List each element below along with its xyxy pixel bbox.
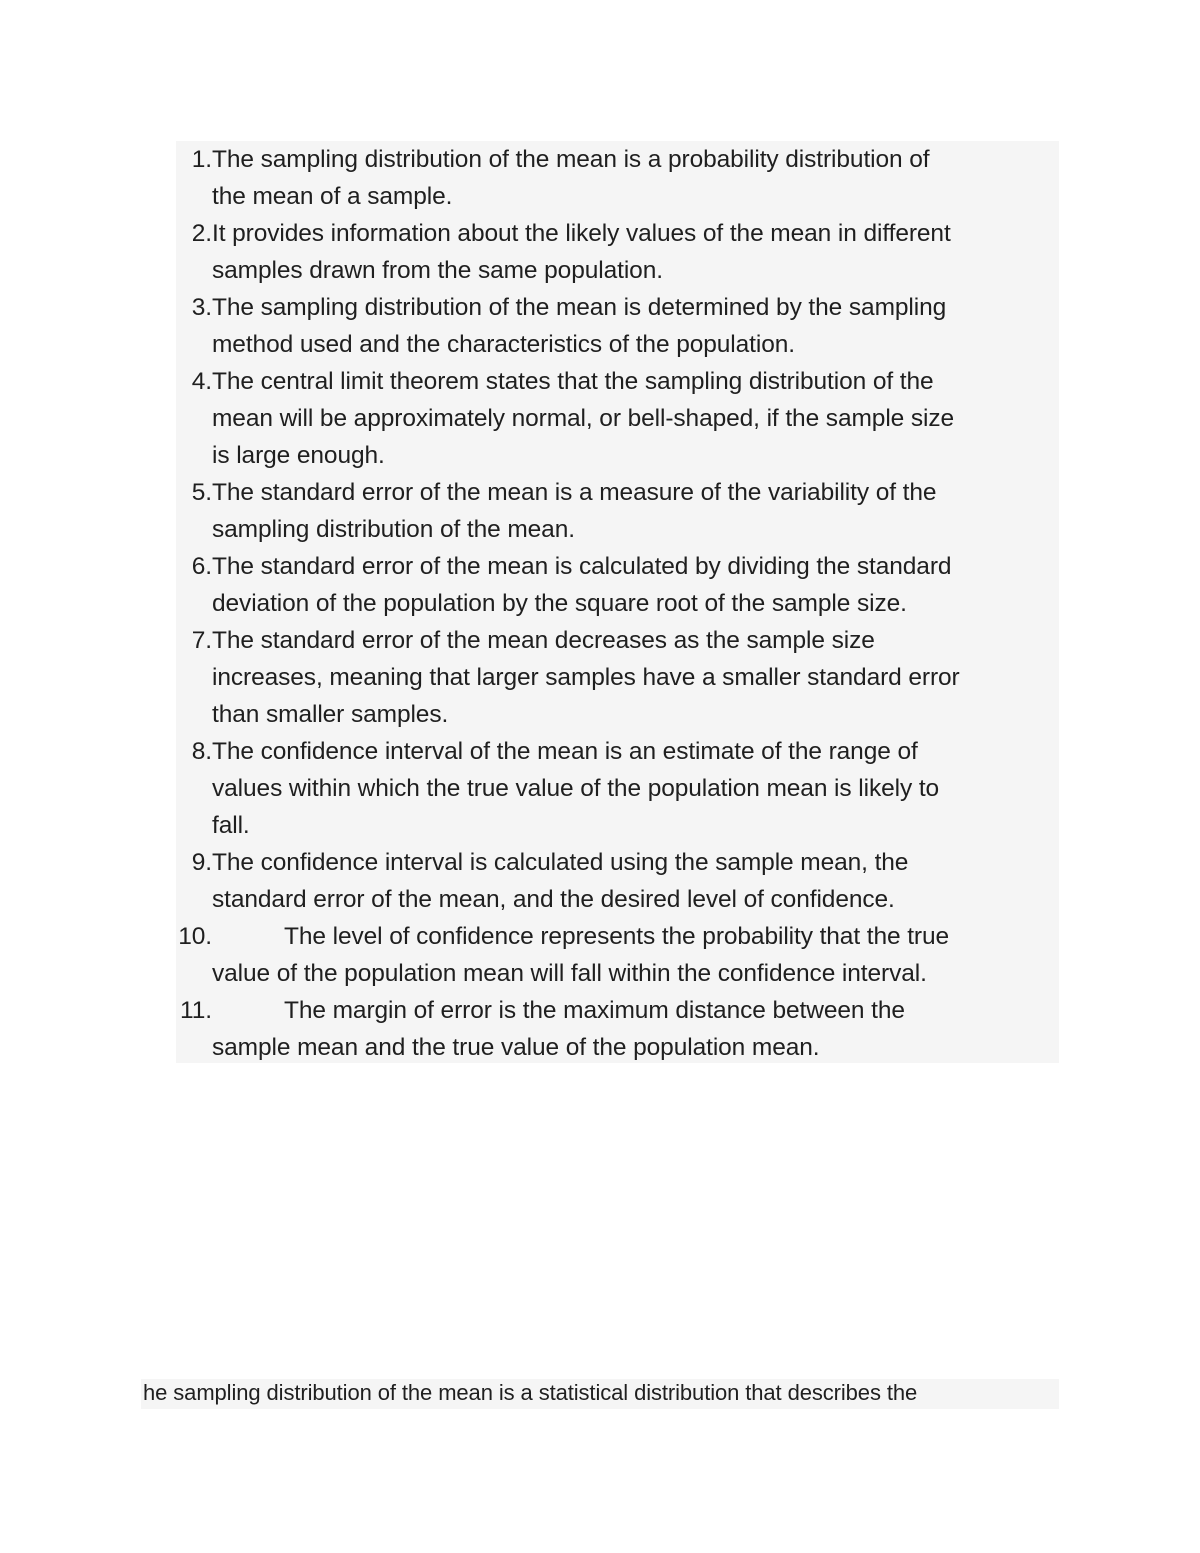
list-item-line: The sampling distribution of the mean is a probability distribution of xyxy=(212,146,930,173)
list-item-line: The margin of error is the maximum distance between the xyxy=(284,997,905,1024)
list-item-line: sample mean and the true value of the population mean. xyxy=(212,1034,820,1061)
list-item-number: 8. xyxy=(191,738,212,765)
list-item-text xyxy=(212,548,1058,622)
list-item-number: 11. xyxy=(180,997,212,1024)
list-item-line: method used and the characteristics of the population. xyxy=(212,331,795,358)
list-item-text xyxy=(212,918,1058,992)
list-item-line: It provides information about the likely values of the mean in different xyxy=(212,220,951,247)
list-item-line: samples drawn from the same population. xyxy=(212,257,663,284)
list-item-line: fall. xyxy=(212,812,250,839)
list-item-line: deviation of the population by the square root of the sample size. xyxy=(212,590,907,617)
list-item-line: the mean of a sample. xyxy=(212,183,453,210)
list-item-text xyxy=(212,141,1058,215)
list-item-number: 7. xyxy=(191,627,212,654)
list-item-line: sampling distribution of the mean. xyxy=(212,516,575,543)
list-item-line: The standard error of the mean decreases as the sample size xyxy=(212,627,875,654)
list-item-number: 3. xyxy=(191,294,212,321)
list-item-line: The level of confidence represents the probability that the true xyxy=(284,923,950,950)
list-item-line: The confidence interval of the mean is an estimate of the range of xyxy=(212,738,918,765)
list-item-text xyxy=(212,474,1058,548)
list-item-number: 6. xyxy=(191,553,212,580)
list-item-line: is large enough. xyxy=(212,442,385,469)
numbered-list xyxy=(176,141,1059,1063)
list-item-line: The standard error of the mean is calculated by dividing the standard xyxy=(212,553,952,580)
list-item-line: value of the population mean will fall within the confidence interval. xyxy=(212,960,927,987)
list-item-line: The central limit theorem states that the sampling distribution of the xyxy=(212,368,934,395)
paragraph-text: he sampling distribution of the mean is a statistical distribution that describes the xyxy=(143,1380,918,1405)
list-item-line: mean will be approximately normal, or bell-shaped, if the sample size xyxy=(212,405,955,432)
list-item-number: 10. xyxy=(178,923,212,950)
list-item-line: standard error of the mean, and the desired level of confidence. xyxy=(212,886,895,913)
list-item-number: 5. xyxy=(191,479,212,506)
list-item-number: 2. xyxy=(191,220,212,247)
truncated-paragraph xyxy=(141,1379,1059,1409)
list-item-text xyxy=(212,844,1058,918)
list-item-line: than smaller samples. xyxy=(212,701,449,728)
list-item-number: 9. xyxy=(191,849,212,876)
list-item-text xyxy=(212,363,1058,474)
list-item-text xyxy=(212,622,1058,733)
list-item-text xyxy=(212,215,1058,289)
list-item-line: increases, meaning that larger samples have a smaller standard error xyxy=(212,664,960,691)
list-item-number: 1. xyxy=(191,146,212,173)
list-item-text xyxy=(212,289,1058,363)
list-item-line: values within which the true value of the population mean is likely to xyxy=(212,775,940,802)
list-item-text xyxy=(212,733,1058,844)
list-item-line: The standard error of the mean is a measure of the variability of the xyxy=(212,479,937,506)
list-item-line: The sampling distribution of the mean is determined by the sampling xyxy=(212,294,947,321)
list-item-number: 4. xyxy=(191,368,212,395)
list-item-text xyxy=(212,992,1058,1066)
list-item-line: The confidence interval is calculated using the sample mean, the xyxy=(212,849,909,876)
